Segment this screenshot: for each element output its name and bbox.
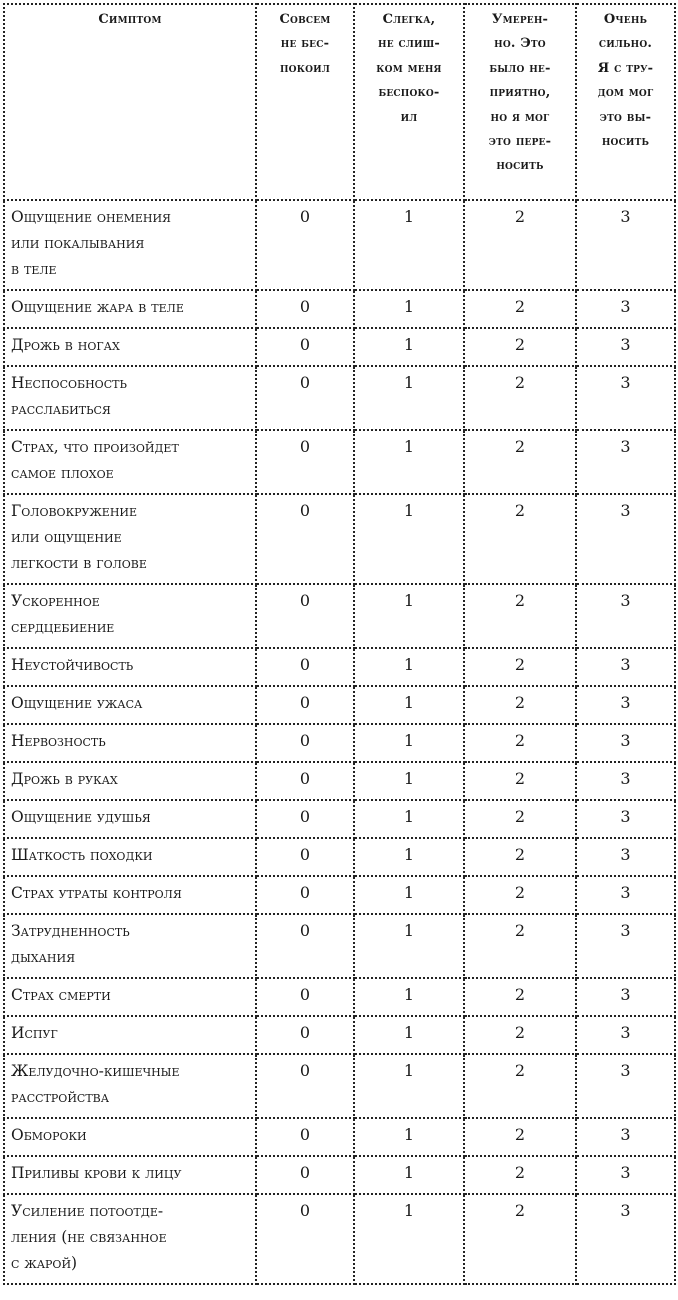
score-cell-1[interactable]: 1 (354, 1194, 464, 1284)
score-cell-3[interactable]: 3 (576, 978, 675, 1016)
table-row (4, 724, 675, 762)
score-cell-0[interactable]: 0 (256, 430, 354, 494)
score-cell-1[interactable]: 1 (354, 1118, 464, 1156)
score-cell-3[interactable]: 3 (576, 290, 675, 328)
score-cell-2[interactable]: 2 (464, 430, 576, 494)
symptom-cell: Дрожь в руках (4, 762, 256, 800)
table-row (4, 584, 675, 648)
score-cell-0[interactable]: 0 (256, 200, 354, 290)
table-row (4, 914, 675, 978)
score-cell-2[interactable]: 2 (464, 366, 576, 430)
header-moderately: Умерен- но. Это было не- приятно, но я мог это пере- носить (464, 4, 576, 200)
table-row (4, 200, 675, 290)
symptom-cell: Усиление потоотде- ления (не связанное с жарой) (4, 1194, 256, 1284)
score-cell-3[interactable]: 3 (576, 1054, 675, 1118)
symptom-cell: Обмороки (4, 1118, 256, 1156)
score-cell-3[interactable]: 3 (576, 876, 675, 914)
score-cell-1[interactable]: 1 (354, 366, 464, 430)
table-row (4, 762, 675, 800)
score-cell-0[interactable]: 0 (256, 838, 354, 876)
score-cell-0[interactable]: 0 (256, 978, 354, 1016)
score-cell-0[interactable]: 0 (256, 1016, 354, 1054)
score-cell-3[interactable]: 3 (576, 328, 675, 366)
score-cell-2[interactable]: 2 (464, 724, 576, 762)
score-cell-3[interactable]: 3 (576, 1194, 675, 1284)
symptom-table (3, 3, 676, 1285)
score-cell-0[interactable]: 0 (256, 800, 354, 838)
score-cell-0[interactable]: 0 (256, 724, 354, 762)
symptom-cell: Ощущение жара в теле (4, 290, 256, 328)
score-cell-2[interactable]: 2 (464, 328, 576, 366)
score-cell-3[interactable]: 3 (576, 838, 675, 876)
table-row (4, 430, 675, 494)
score-cell-2[interactable]: 2 (464, 838, 576, 876)
score-cell-1[interactable]: 1 (354, 876, 464, 914)
score-cell-1[interactable]: 1 (354, 800, 464, 838)
score-cell-2[interactable]: 2 (464, 914, 576, 978)
table-row (4, 876, 675, 914)
score-cell-1[interactable]: 1 (354, 648, 464, 686)
score-cell-3[interactable]: 3 (576, 430, 675, 494)
score-cell-1[interactable]: 1 (354, 978, 464, 1016)
table-row (4, 1194, 675, 1284)
score-cell-3[interactable]: 3 (576, 1156, 675, 1194)
score-cell-1[interactable]: 1 (354, 430, 464, 494)
score-cell-0[interactable]: 0 (256, 1118, 354, 1156)
score-cell-1[interactable]: 1 (354, 290, 464, 328)
table-row (4, 1016, 675, 1054)
score-cell-1[interactable]: 1 (354, 584, 464, 648)
score-cell-2[interactable]: 2 (464, 1194, 576, 1284)
score-cell-0[interactable]: 0 (256, 876, 354, 914)
score-cell-3[interactable]: 3 (576, 584, 675, 648)
score-cell-1[interactable]: 1 (354, 1016, 464, 1054)
score-cell-1[interactable]: 1 (354, 200, 464, 290)
table-row (4, 648, 675, 686)
score-cell-0[interactable]: 0 (256, 366, 354, 430)
score-cell-2[interactable]: 2 (464, 200, 576, 290)
score-cell-2[interactable]: 2 (464, 978, 576, 1016)
score-cell-2[interactable]: 2 (464, 584, 576, 648)
symptom-cell: Нервозность (4, 724, 256, 762)
score-cell-3[interactable]: 3 (576, 686, 675, 724)
symptom-cell: Страх утраты контроля (4, 876, 256, 914)
table-row (4, 328, 675, 366)
table-row (4, 686, 675, 724)
symptom-cell: Дрожь в ногах (4, 328, 256, 366)
table-row (4, 838, 675, 876)
score-cell-1[interactable]: 1 (354, 762, 464, 800)
score-cell-2[interactable]: 2 (464, 1054, 576, 1118)
score-cell-3[interactable]: 3 (576, 648, 675, 686)
score-cell-3[interactable]: 3 (576, 1016, 675, 1054)
symptom-cell: Желудочно-кишечные расстройства (4, 1054, 256, 1118)
symptom-cell: Неспособность расслабиться (4, 366, 256, 430)
table-body (4, 200, 675, 1284)
score-cell-2[interactable]: 2 (464, 1016, 576, 1054)
header-symptom: Симптом (4, 4, 256, 200)
table-row (4, 1118, 675, 1156)
score-cell-3[interactable]: 3 (576, 800, 675, 838)
score-cell-2[interactable]: 2 (464, 686, 576, 724)
symptom-cell: Неустойчивость (4, 648, 256, 686)
table-row (4, 1156, 675, 1194)
table-row (4, 978, 675, 1016)
symptom-cell: Ощущение удушья (4, 800, 256, 838)
symptom-cell: Испуг (4, 1016, 256, 1054)
score-cell-0[interactable]: 0 (256, 328, 354, 366)
score-cell-0[interactable]: 0 (256, 1194, 354, 1284)
score-cell-0[interactable]: 0 (256, 914, 354, 978)
score-cell-1[interactable]: 1 (354, 494, 464, 584)
score-cell-2[interactable]: 2 (464, 876, 576, 914)
score-cell-0[interactable]: 0 (256, 290, 354, 328)
symptom-cell: Страх, что произойдет самое плохое (4, 430, 256, 494)
score-cell-3[interactable]: 3 (576, 200, 675, 290)
table-row (4, 1054, 675, 1118)
symptom-cell: Затрудненность дыхания (4, 914, 256, 978)
header-severely: Очень сильно. Я с тру- дом мог это вы- носить (576, 4, 675, 200)
score-cell-1[interactable]: 1 (354, 328, 464, 366)
score-cell-0[interactable]: 0 (256, 686, 354, 724)
table-row (4, 494, 675, 584)
score-cell-0[interactable]: 0 (256, 494, 354, 584)
symptom-cell: Приливы крови к лицу (4, 1156, 256, 1194)
score-cell-1[interactable]: 1 (354, 838, 464, 876)
table-row (4, 800, 675, 838)
score-cell-2[interactable]: 2 (464, 1118, 576, 1156)
symptom-cell: Шаткость походки (4, 838, 256, 876)
score-cell-2[interactable]: 2 (464, 290, 576, 328)
score-cell-0[interactable]: 0 (256, 1054, 354, 1118)
score-cell-2[interactable]: 2 (464, 494, 576, 584)
score-cell-3[interactable]: 3 (576, 914, 675, 978)
symptom-cell: Головокружение или ощущение легкости в голове (4, 494, 256, 584)
symptom-cell: Ускоренное сердцебиение (4, 584, 256, 648)
score-cell-0[interactable]: 0 (256, 1156, 354, 1194)
score-cell-2[interactable]: 2 (464, 1156, 576, 1194)
score-cell-3[interactable]: 3 (576, 494, 675, 584)
score-cell-3[interactable]: 3 (576, 762, 675, 800)
score-cell-1[interactable]: 1 (354, 1156, 464, 1194)
score-cell-3[interactable]: 3 (576, 724, 675, 762)
score-cell-2[interactable]: 2 (464, 800, 576, 838)
score-cell-3[interactable]: 3 (576, 366, 675, 430)
table-row (4, 290, 675, 328)
score-cell-0[interactable]: 0 (256, 648, 354, 686)
score-cell-3[interactable]: 3 (576, 1118, 675, 1156)
score-cell-1[interactable]: 1 (354, 1054, 464, 1118)
header-mildly: Слегка, не слиш- ком меня беспоко- ил (354, 4, 464, 200)
score-cell-2[interactable]: 2 (464, 762, 576, 800)
header-not-at-all: Совсем не бес- покоил (256, 4, 354, 200)
symptom-cell: Страх смерти (4, 978, 256, 1016)
score-cell-0[interactable]: 0 (256, 584, 354, 648)
symptom-cell: Ощущение онемения или покалывания в теле (4, 200, 256, 290)
table-row (4, 366, 675, 430)
symptom-cell: Ощущение ужаса (4, 686, 256, 724)
header-row (4, 4, 675, 200)
score-cell-1[interactable]: 1 (354, 914, 464, 978)
score-cell-1[interactable]: 1 (354, 686, 464, 724)
score-cell-2[interactable]: 2 (464, 648, 576, 686)
score-cell-1[interactable]: 1 (354, 724, 464, 762)
score-cell-0[interactable]: 0 (256, 762, 354, 800)
